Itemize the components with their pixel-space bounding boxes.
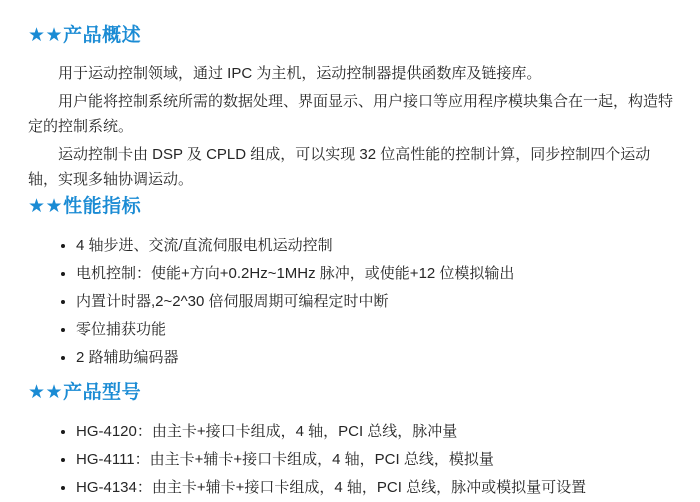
spec-item-zero-capture: • 零位捕获功能	[76, 316, 678, 344]
product-document	[28, 24, 678, 502]
spec-item-axis-control: • 4 轴步进、交流/直流伺服电机运动控制	[76, 232, 678, 260]
spec-item-motor-control: • 电机控制：使能+方向+0.2Hz~1MHz 脉冲，或使能+12 位模拟输出	[76, 260, 678, 288]
overview-paragraph-2: 用户能将控制系统所需的数据处理、界面显示、用户接口等应用程序模块集合在一起，构造特定的控制系统。	[28, 93, 674, 135]
spec-item-timer: • 内置计时器,2~2^30 倍伺服周期可编程定时中断	[76, 288, 678, 316]
spec-item-aux-encoder: • 2 路辅助编码器	[76, 344, 678, 372]
section-heading-product-models: ★★产品型号	[28, 382, 142, 403]
model-item-hg-4120: • HG-4120：由主卡+接口卡组成，4 轴，PCI 总线，脉冲量	[76, 418, 678, 446]
product-model-list	[28, 418, 678, 502]
performance-spec-list	[28, 232, 678, 372]
overview-paragraph-1: 用于运动控制领域，通过 IPC 为主机，运动控制器提供函数库及链接库。	[58, 65, 542, 82]
overview-paragraph-3: 运动控制卡由 DSP 及 CPLD 组成，可以实现 32 位高性能的控制计算，同步控制四个运动轴，实现多轴协调运动。	[28, 146, 651, 188]
section-heading-performance-specs: ★★性能指标	[28, 196, 142, 217]
model-item-hg-4134: • HG-4134：由主卡+辅卡+接口卡组成，4 轴，PCI 总线，脉冲或模拟量可设置	[76, 474, 678, 502]
section-heading-product-overview: ★★产品概述	[28, 25, 142, 46]
model-item-hg-4111: • HG-4111：由主卡+辅卡+接口卡组成，4 轴，PCI 总线，模拟量	[76, 446, 678, 474]
